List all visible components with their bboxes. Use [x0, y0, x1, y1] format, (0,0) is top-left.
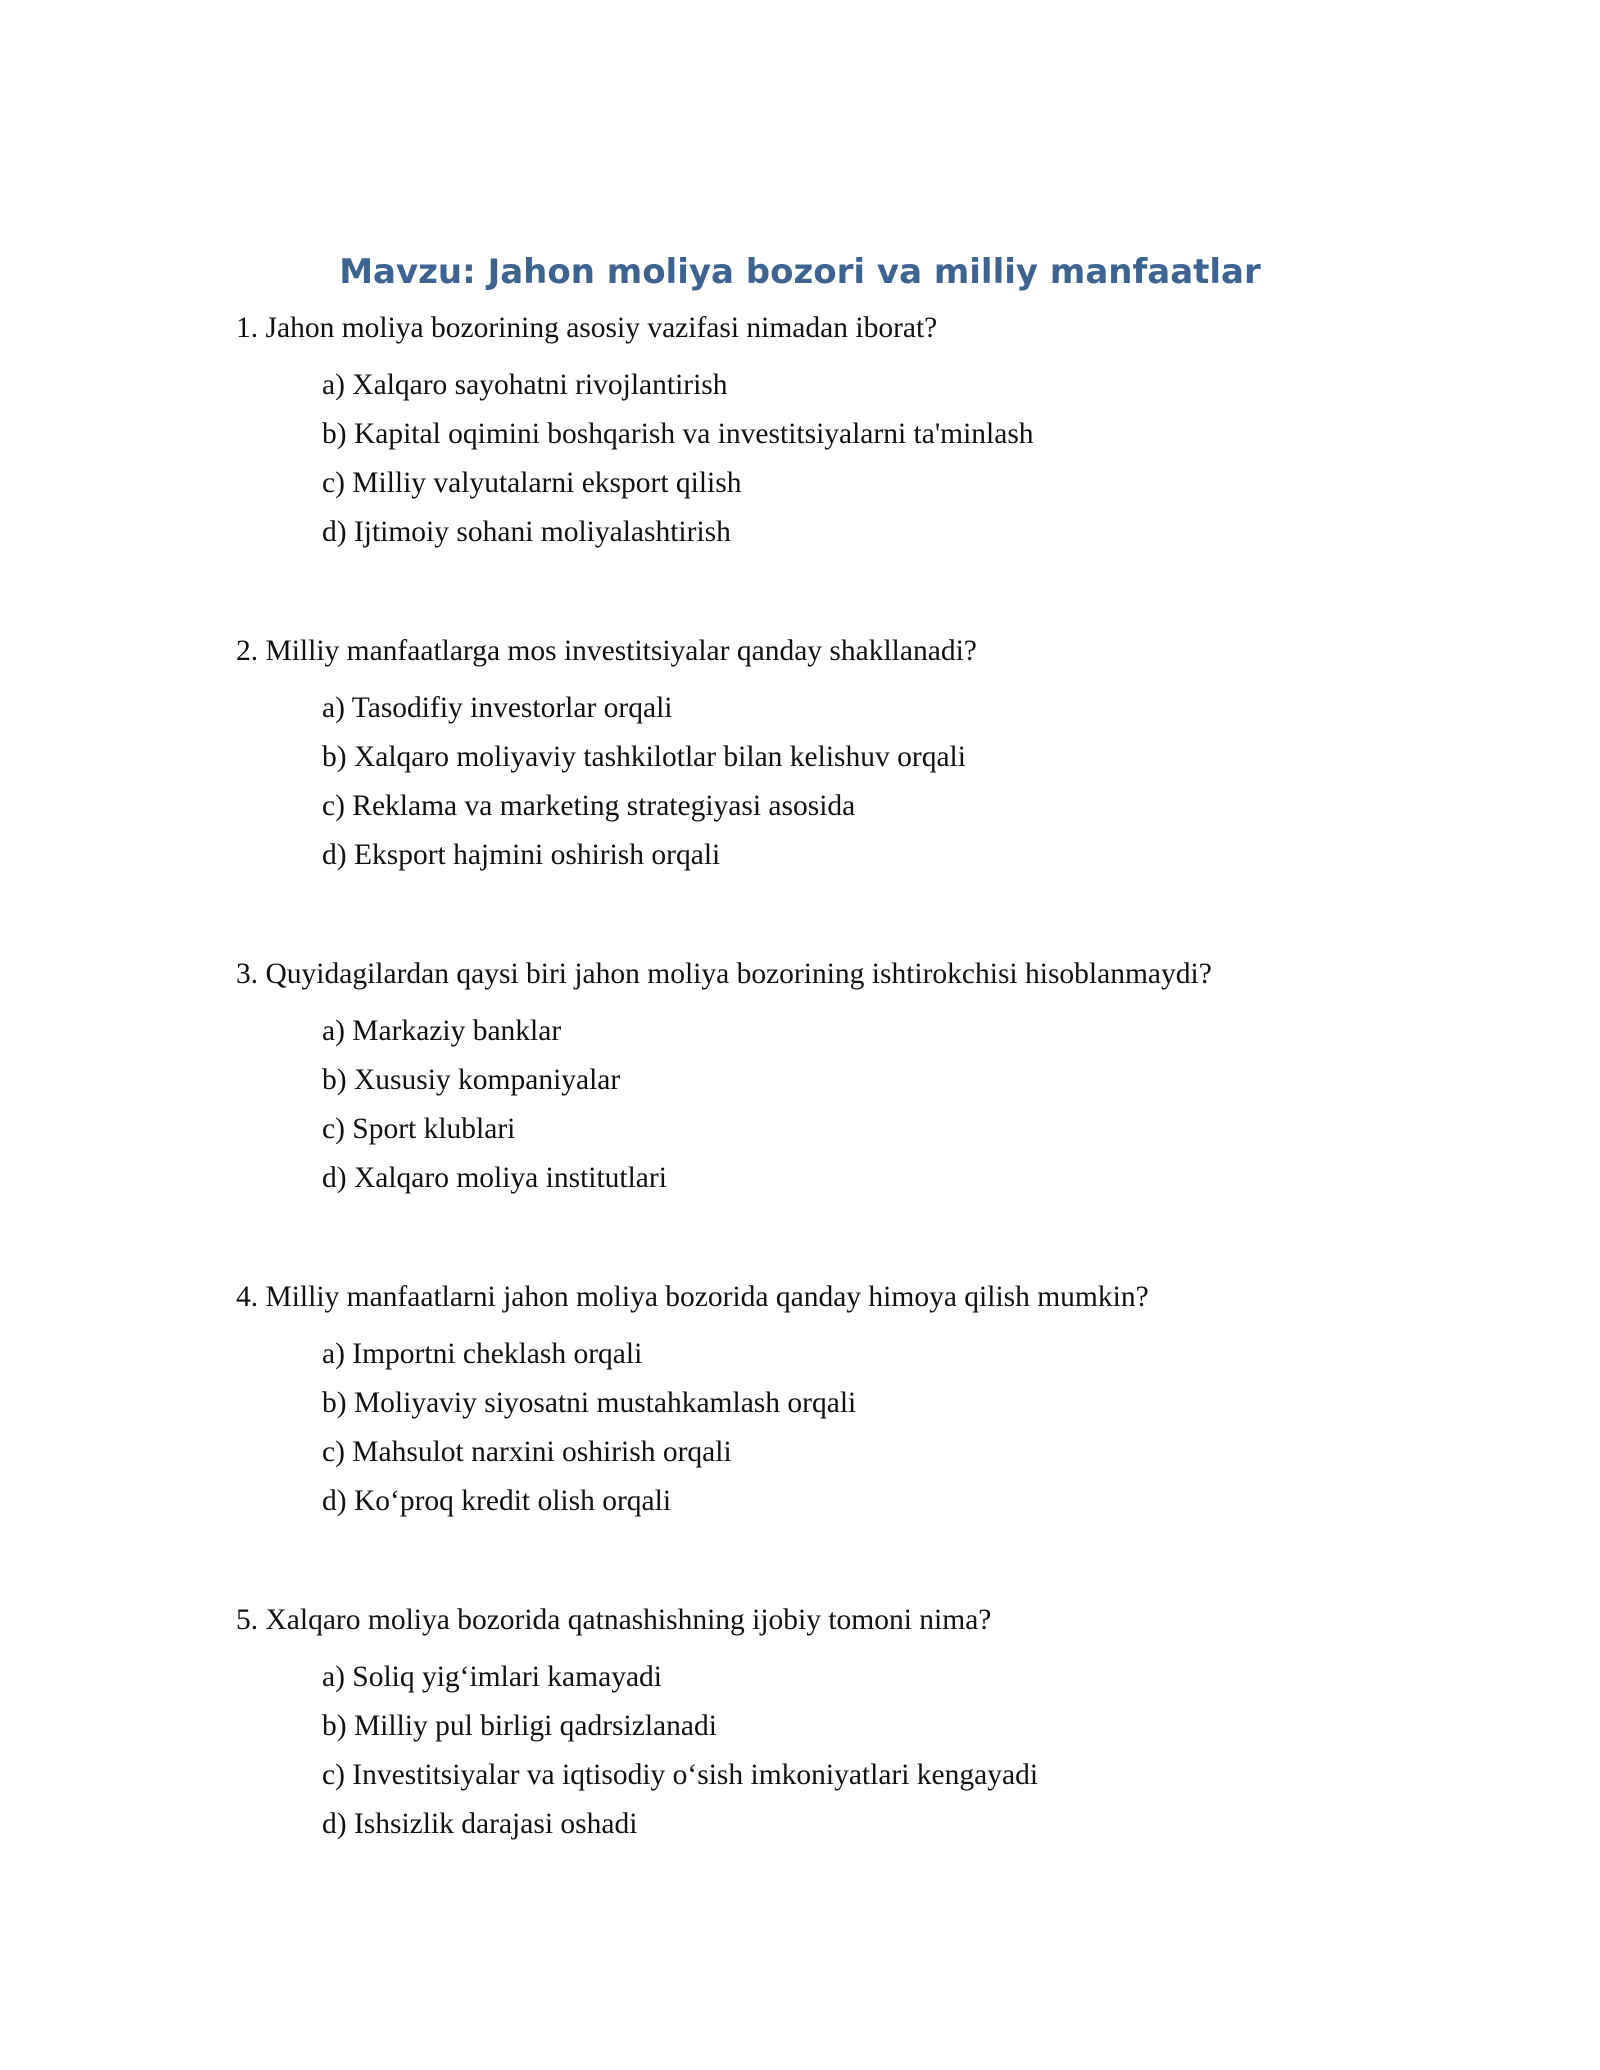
question-4-option-b: b) Moliyaviy siyosatni mustahkamlash orqali	[322, 1387, 857, 1419]
question-1-option-c: c) Milliy valyutalarni eksport qilish	[322, 467, 742, 499]
question-5-option-c: c) Investitsiyalar va iqtisodiy o‘sish imkoniyatlari kengayadi	[322, 1759, 1039, 1791]
question-1-option-a: a) Xalqaro sayohatni rivojlantirish	[322, 369, 728, 401]
question-1-option-b: b) Kapital oqimini boshqarish va investitsiyalarni ta'minlash	[322, 418, 1034, 450]
question-2-option-d: d) Eksport hajmini oshirish orqali	[322, 839, 721, 871]
question-4: 4. Milliy manfaatlarni jahon moliya bozorida qanday himoya qilish mumkin?	[236, 1281, 1149, 1313]
question-2-option-c: c) Reklama va marketing strategiyasi asosida	[322, 790, 856, 822]
question-5-option-b: b) Milliy pul birligi qadrsizlanadi	[322, 1710, 717, 1742]
page-title: Mavzu: Jahon moliya bozori va milliy manfaatlar	[339, 252, 1261, 292]
question-5: 5. Xalqaro moliya bozorida qatnashishning ijobiy tomoni nima?	[236, 1604, 992, 1636]
question-4-option-a: a) Importni cheklash orqali	[322, 1338, 643, 1370]
question-2-option-a: a) Tasodifiy investorlar orqali	[322, 692, 673, 724]
question-3-option-a: a) Markaziy banklar	[322, 1015, 562, 1047]
question-4-option-d: d) Ko‘proq kredit olish orqali	[322, 1485, 672, 1517]
question-4-option-c: c) Mahsulot narxini oshirish orqali	[322, 1436, 732, 1468]
question-3-option-b: b) Xususiy kompaniyalar	[322, 1064, 621, 1096]
question-1: 1. Jahon moliya bozorining asosiy vazifasi nimadan iborat?	[236, 312, 938, 344]
question-3-option-d: d) Xalqaro moliya institutlari	[322, 1162, 667, 1194]
question-3: 3. Quyidagilardan qaysi biri jahon moliya bozorining ishtirokchisi hisoblanmaydi?	[236, 958, 1212, 990]
question-3-option-c: c) Sport klublari	[322, 1113, 516, 1145]
question-2-option-b: b) Xalqaro moliyaviy tashkilotlar bilan kelishuv orqali	[322, 741, 966, 773]
question-5-option-a: a) Soliq yig‘imlari kamayadi	[322, 1661, 662, 1693]
question-2: 2. Milliy manfaatlarga mos investitsiyalar qanday shakllanadi?	[236, 635, 977, 667]
question-1-option-d: d) Ijtimoiy sohani moliyalashtirish	[322, 516, 731, 548]
question-5-option-d: d) Ishsizlik darajasi oshadi	[322, 1808, 638, 1840]
